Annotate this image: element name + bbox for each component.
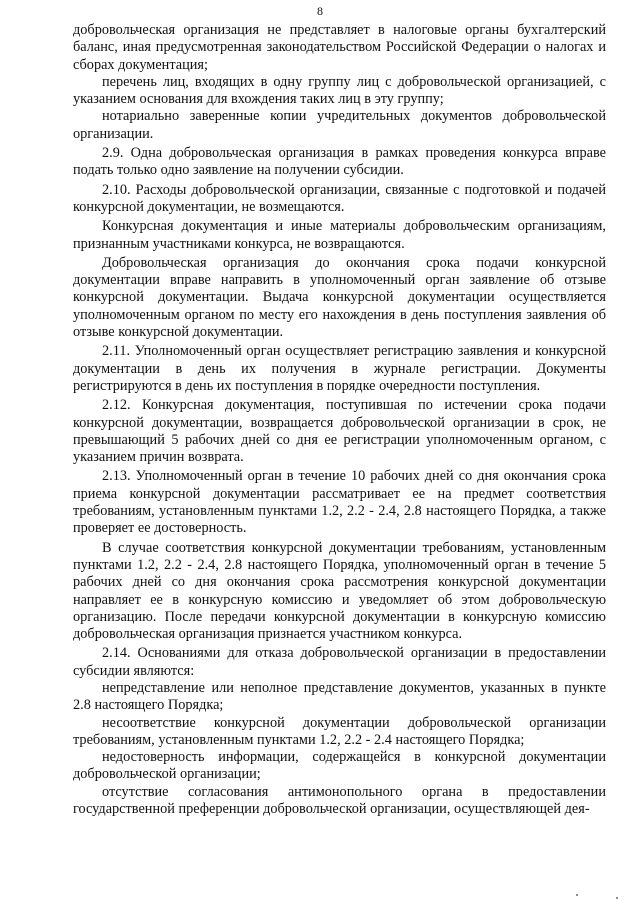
paragraph-materials-not-returned: Конкурсная документация и иные материалы добровольческим организациям, признанным участниками конкурса, не возвращаются.	[73, 218, 606, 252]
paragraph-notarized-copies: нотариально заверенные копии учредительных документов добровольческой организации.	[73, 108, 606, 142]
paragraph-2-11: 2.11. Уполномоченный орган осуществляет регистрацию заявления и конкурсной документации в день их получения в журнале регистрации. Документы регистрируются в день их поступления в порядке очередности поступления.	[73, 343, 606, 394]
document-body	[73, 22, 606, 818]
paragraph-2-9: 2.9. Одна добровольческая организация в рамках проведения конкурса вправе подать только одно заявление на получении субсидии.	[73, 145, 606, 179]
paragraph-2-12: 2.12. Конкурсная документация, поступившая по истечении срока подачи конкурсной документации, возвращается добровольческой организации в срок, не превышающий 5 рабочих дней со дня ее регистрации уполномоченным органом, с указанием причин возврата.	[73, 397, 606, 466]
paragraph-group-persons-list: перечень лиц, входящих в одну группу лиц с добровольческой организацией, с указанием основания для вхождения таких лиц в эту группу;	[73, 73, 606, 108]
paragraph-2-10: 2.10. Расходы добровольческой организации, связанные с подготовкой и подачей конкурсной документации, не возмещаются.	[73, 181, 606, 215]
scan-speck	[616, 897, 618, 899]
paragraph-2-13: 2.13. Уполномоченный орган в течение 10 рабочих дней со дня окончания срока приема конкурсной документации рассматривает ее на предмет соответствия требованиям, установленным пунктами 1.2, 2.2 - 2.4, 2.8 настоящего Порядка, а также проверяет ее достоверность.	[73, 468, 606, 537]
paragraph-refusal-ground-antimonopoly: отсутствие согласования антимонопольного органа в предоставлении государственной преференции добровольческой организации, осуществляющей дея-	[73, 783, 606, 818]
paragraph-refusal-ground-unreliable-information: недостоверность информации, содержащейся в конкурсной документации добровольческой организации;	[73, 749, 606, 783]
paragraph-refusal-ground-noncompliance: несоответствие конкурсной документации добровольческой организации требованиям, установленным пунктами 1.2, 2.2 - 2.4 настоящего Порядка;	[73, 714, 606, 748]
paragraph-withdrawal-of-documentation: Добровольческая организация до окончания срока подачи конкурсной документации вправе направить в уполномоченный орган заявление об отзыве конкурсной документации. Выдача конкурсной документации осуществляется уполномоченным органом по месту его нахождения в день поступления заявления об отзыве конкурсной документации.	[73, 254, 606, 341]
paragraph-refusal-ground-incomplete-documents: непредставление или неполное представление документов, указанных в пункте 2.8 настоящего Порядка;	[73, 679, 606, 714]
page-number: 8	[317, 4, 323, 18]
paragraph-continued-balance-sheet: добровольческая организация не представляет в налоговые органы бухгалтерский баланс, иная предусмотренная законодательством Российской Федерации о налогах и сборах документация;	[73, 22, 606, 73]
paragraph-2-14: 2.14. Основаниями для отказа добровольческой организации в предоставлении субсидии являются:	[73, 645, 606, 679]
paragraph-compliance-case: В случае соответствия конкурсной документации требованиям, установленным пунктами 1.2, 2.2 - 2.4, 2.8 настоящего Порядка, уполномоченный орган в течение 5 рабочих дней со дня окончания срока рассмотрения конкурсной документации направляет ее в конкурсную комиссию и уведомляет об этом добровольческую организацию. После передачи конкурсной документации в конкурсную комиссию добровольческая организация признается участником конкурса.	[73, 539, 606, 643]
scan-speck	[576, 894, 578, 896]
